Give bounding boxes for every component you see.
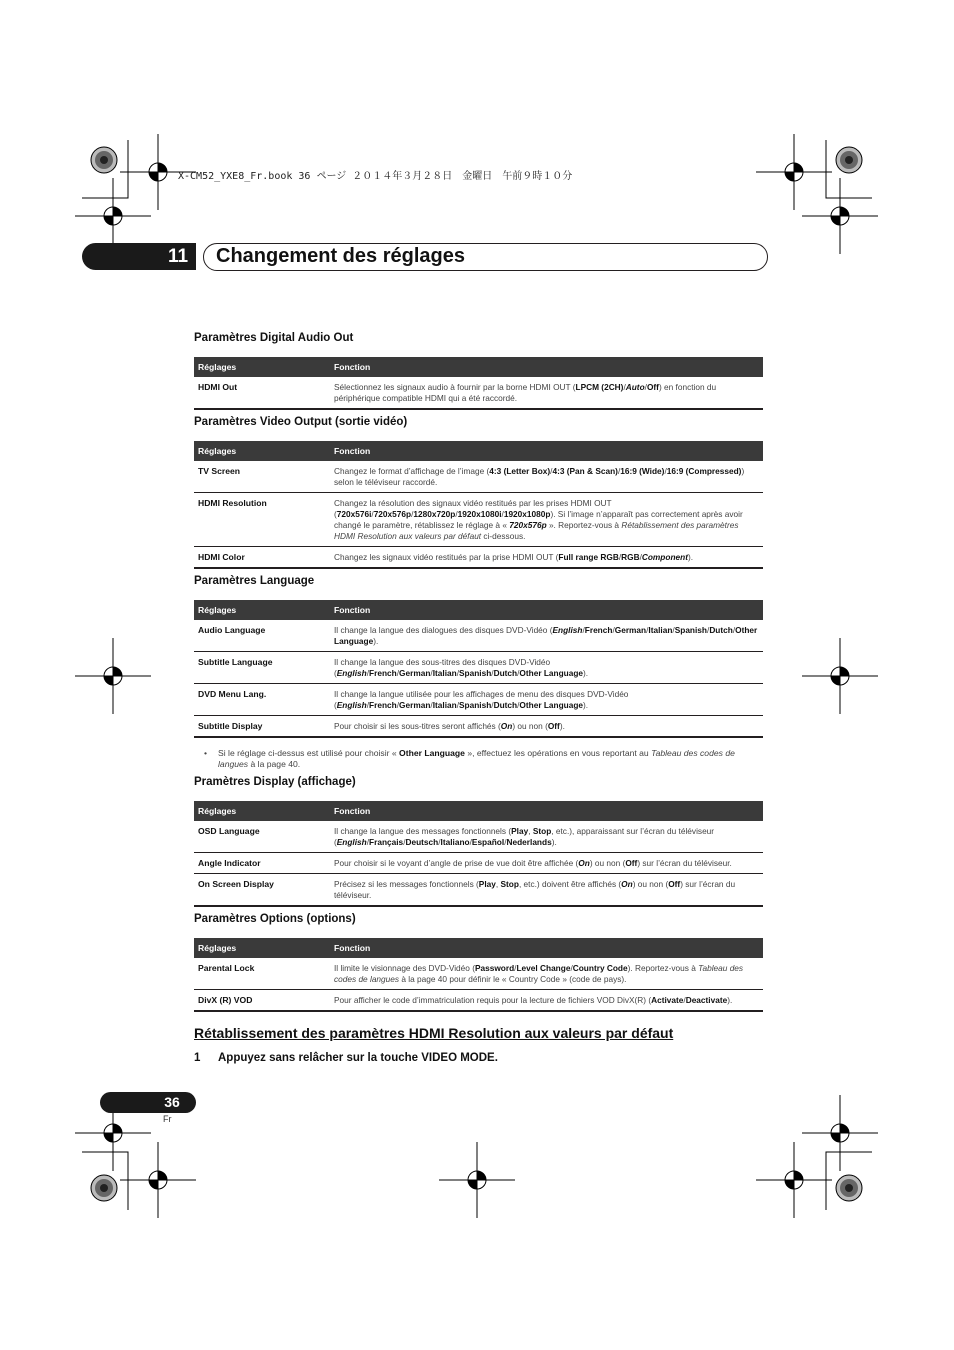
starburst-icon: [836, 147, 862, 173]
section-title: Paramètres Digital Audio Out: [194, 332, 354, 344]
setting-name: Subtitle Display: [194, 716, 330, 738]
settings-table: [194, 801, 763, 907]
table-row: [194, 461, 763, 493]
language-note: • Si le réglage ci-dessus est utilisé pour choisir « Other Language », effectuez les opérations en vous reportant au Tableau des codes de langues à la page 40.: [194, 748, 763, 770]
crosshair-icon: [756, 134, 832, 210]
settings-sections: [194, 330, 763, 1016]
settings-table: [194, 938, 763, 1012]
table-row: [194, 493, 763, 547]
setting-description: Changez la résolution des signaux vidéo restitués par les prises HDMI OUT (720x576i/720x576p/1280x720p/1920x1080i/1920x1080p). Si l’image n’apparaît pas correctement après avoir changé le paramètre, rétablissez le réglage à « 720x576p ». Reportez-vous à Rétablissement des paramètres HDMI Resolution aux valeurs par défaut ci-dessous.: [330, 493, 763, 547]
col-header-function: Fonction: [330, 801, 763, 821]
setting-name: Angle Indicator: [194, 853, 330, 874]
crosshair-icon: [756, 1142, 832, 1218]
setting-name: HDMI Resolution: [194, 493, 330, 547]
chapter-number: 11: [167, 246, 189, 267]
step-1: [194, 1050, 763, 1066]
page-number: 36: [164, 1094, 180, 1110]
crosshair-icon: [802, 178, 878, 254]
col-header-function: Fonction: [330, 600, 763, 620]
file-header: X-CM52_YXE8_Fr.book 36 ページ ２０１４年３月２８日 金曜日 午前９時１０分: [178, 171, 573, 182]
col-header-setting: Réglages: [194, 938, 330, 958]
col-header-setting: Réglages: [194, 600, 330, 620]
step-text: Appuyez sans relâcher sur la touche VIDEO MODE.: [218, 1052, 498, 1064]
section-title: Paramètres Language: [194, 575, 315, 587]
table-row: [194, 684, 763, 716]
setting-description: Changez les signaux vidéo restitués par la prise HDMI OUT (Full range RGB/RGB/Component).: [330, 547, 763, 569]
setting-name: DVD Menu Lang.: [194, 684, 330, 716]
setting-name: TV Screen: [198, 466, 241, 476]
crosshair-icon: [120, 1142, 196, 1218]
settings-table: [194, 600, 763, 738]
chapter-title: Changement des réglages: [216, 245, 465, 267]
setting-name: Parental Lock: [198, 963, 255, 973]
setting-description: Pour choisir si le voyant d’angle de prise de vue doit être affichée (On) ou non (Off) sur l’écran du téléviseur.: [330, 853, 763, 874]
table-row: [194, 547, 763, 569]
section-title: Pramètres Display (affichage): [194, 776, 356, 788]
reset-heading: Rétablissement des paramètres HDMI Resolution aux valeurs par défaut: [194, 1025, 674, 1041]
table-row: [194, 821, 763, 853]
setting-name: On Screen Display: [194, 874, 330, 907]
section-title: Paramètres Video Output (sortie vidéo): [194, 416, 408, 428]
starburst-icon: [91, 147, 117, 173]
setting-description: Sélectionnez les signaux audio à fournir par la borne HDMI OUT (LPCM (2CH)/Auto/Off) en fonction du périphérique compatible HDMI qui a été raccordé.: [334, 382, 717, 403]
page-language: Fr: [163, 1114, 172, 1124]
section-title: Paramètres Options (options): [194, 913, 356, 925]
main-content: [194, 330, 763, 1066]
crosshair-icon: [75, 638, 151, 714]
table-row: [194, 716, 763, 738]
setting-name: HDMI Color: [194, 547, 330, 569]
table-row: [194, 620, 763, 652]
setting-description: Changez le format d’affichage de l’image (4:3 (Letter Box)/4:3 (Pan & Scan)/16:9 (Wide)/16:9 (Compressed)) selon le téléviseur raccordé.: [334, 466, 745, 487]
setting-description: Il change la langue des dialogues des disques DVD-Vidéo (English/French/German/Italian/Spanish/Dutch/Other Language).: [334, 625, 758, 646]
table-row: [194, 377, 763, 409]
settings-table: [194, 441, 763, 569]
starburst-icon: [836, 1175, 862, 1201]
setting-description: Précisez si les messages fonctionnels (Play, Stop, etc.) doivent être affichés (On) ou non (Off) sur l’écran du téléviseur.: [330, 874, 763, 907]
table-row: [194, 874, 763, 907]
col-header-function: Fonction: [330, 441, 763, 461]
setting-name: OSD Language: [198, 826, 260, 836]
col-header-setting: Réglages: [194, 801, 330, 821]
setting-description: Il limite le visionnage des DVD-Vidéo (Password/Level Change/Country Code). Reportez-vous à Tableau des codes de langues à la page 40 pour définir le « Country Code » (code de pays).: [334, 963, 744, 984]
crosshair-icon: [802, 638, 878, 714]
setting-name: HDMI Out: [198, 382, 238, 392]
setting-description: Pour afficher le code d’immatriculation requis pour la lecture de fichiers VOD DivX(R) (Activate/Deactivate).: [330, 990, 763, 1012]
settings-table: [194, 357, 763, 410]
col-header-function: Fonction: [330, 938, 763, 958]
table-row: [194, 990, 763, 1012]
col-header-setting: Réglages: [194, 357, 330, 377]
starburst-icon: [91, 1175, 117, 1201]
table-row: [194, 652, 763, 684]
col-header-function: Fonction: [330, 357, 763, 377]
table-row: [194, 853, 763, 874]
col-header-setting: Réglages: [194, 441, 330, 461]
setting-description: Il change la langue des messages fonctionnels (Play, Stop, etc.), apparaissant sur l’écran du téléviseur (English/Français/Deutsch/Italiano/Español/Nederlands).: [334, 826, 715, 847]
table-row: [194, 958, 763, 990]
setting-description: Il change la langue utilisée pour les affichages de menu des disques DVD-Vidéo (English/French/German/Italian/Spanish/Dutch/Other Language).: [330, 684, 763, 716]
crosshair-icon: [802, 1095, 878, 1171]
crosshair-icon: [439, 1142, 515, 1218]
setting-name: Audio Language: [198, 625, 266, 635]
setting-description: Il change la langue des sous-titres des disques DVD-Vidéo (English/French/German/Italian/Spanish/Dutch/Other Language).: [330, 652, 763, 684]
setting-name: DivX (R) VOD: [194, 990, 330, 1012]
setting-name: Subtitle Language: [194, 652, 330, 684]
setting-description: Pour choisir si les sous-titres seront affichés (On) ou non (Off).: [330, 716, 763, 738]
step-number: 1: [194, 1052, 201, 1064]
